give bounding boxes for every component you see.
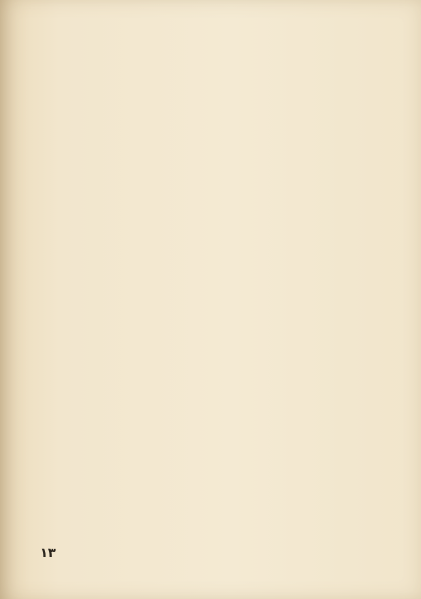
- page-number: ١٣: [40, 546, 56, 561]
- body-text: [38, 38, 394, 552]
